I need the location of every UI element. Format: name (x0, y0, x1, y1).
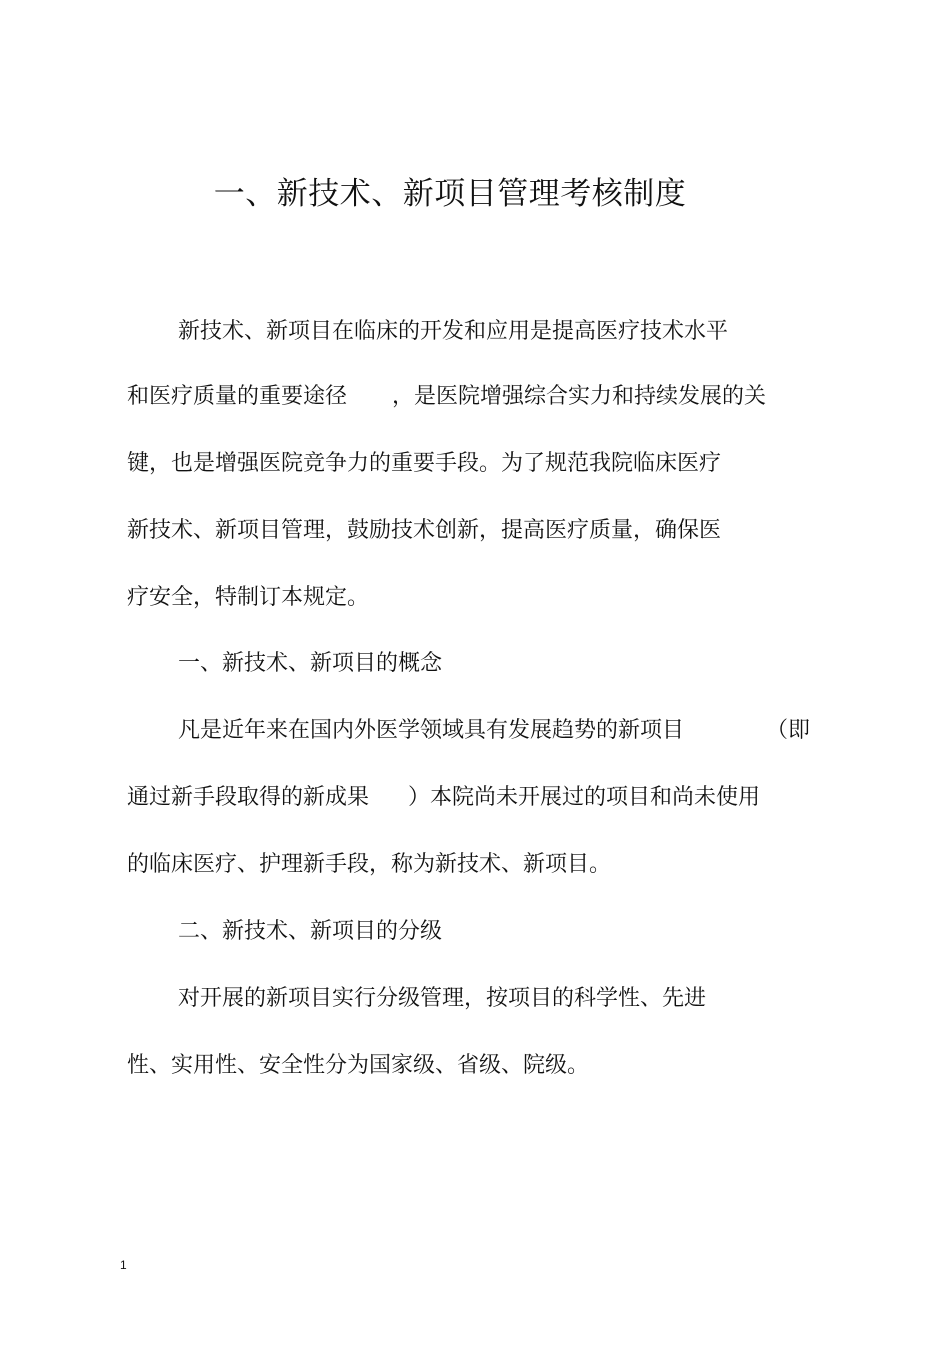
section-1-line-3: 的临床医疗、护理新手段，称为新技术、新项目。 (127, 852, 612, 877)
document-title: 一、新技术、新项目管理考核制度 (213, 176, 687, 212)
section-1-heading: 一、新技术、新项目的概念 (178, 651, 443, 676)
intro-line-4: 新技术、新项目管理，鼓励技术创新，提高医疗质量，确保医 (127, 518, 722, 543)
section-1-line-2b: ）本院尚未开展过的项目和尚未使用 (408, 785, 761, 810)
intro-line-2a: 和医疗质量的重要途径 (127, 384, 348, 409)
section-2-line-1: 对开展的新项目实行分级管理，按项目的科学性、先进 (178, 986, 707, 1011)
section-2-heading: 二、新技术、新项目的分级 (178, 919, 443, 944)
intro-line-1: 新技术、新项目在临床的开发和应用是提高医疗技术水平 (178, 319, 729, 344)
section-1-line-1b: （即 (766, 718, 811, 743)
section-1-line-1a: 凡是近年来在国内外医学领域具有发展趋势的新项目 (178, 718, 685, 743)
section-1-line-2a: 通过新手段取得的新成果 (127, 785, 370, 810)
intro-line-5: 疗安全，特制订本规定。 (127, 585, 370, 610)
page-number: 1 (120, 1258, 127, 1272)
intro-line-3: 键，也是增强医院竞争力的重要手段。为了规范我院临床医疗 (127, 451, 722, 476)
section-2-line-2: 性、实用性、安全性分为国家级、省级、院级。 (127, 1053, 590, 1078)
intro-line-2b: ，是医院增强综合实力和持续发展的关 (392, 384, 767, 409)
